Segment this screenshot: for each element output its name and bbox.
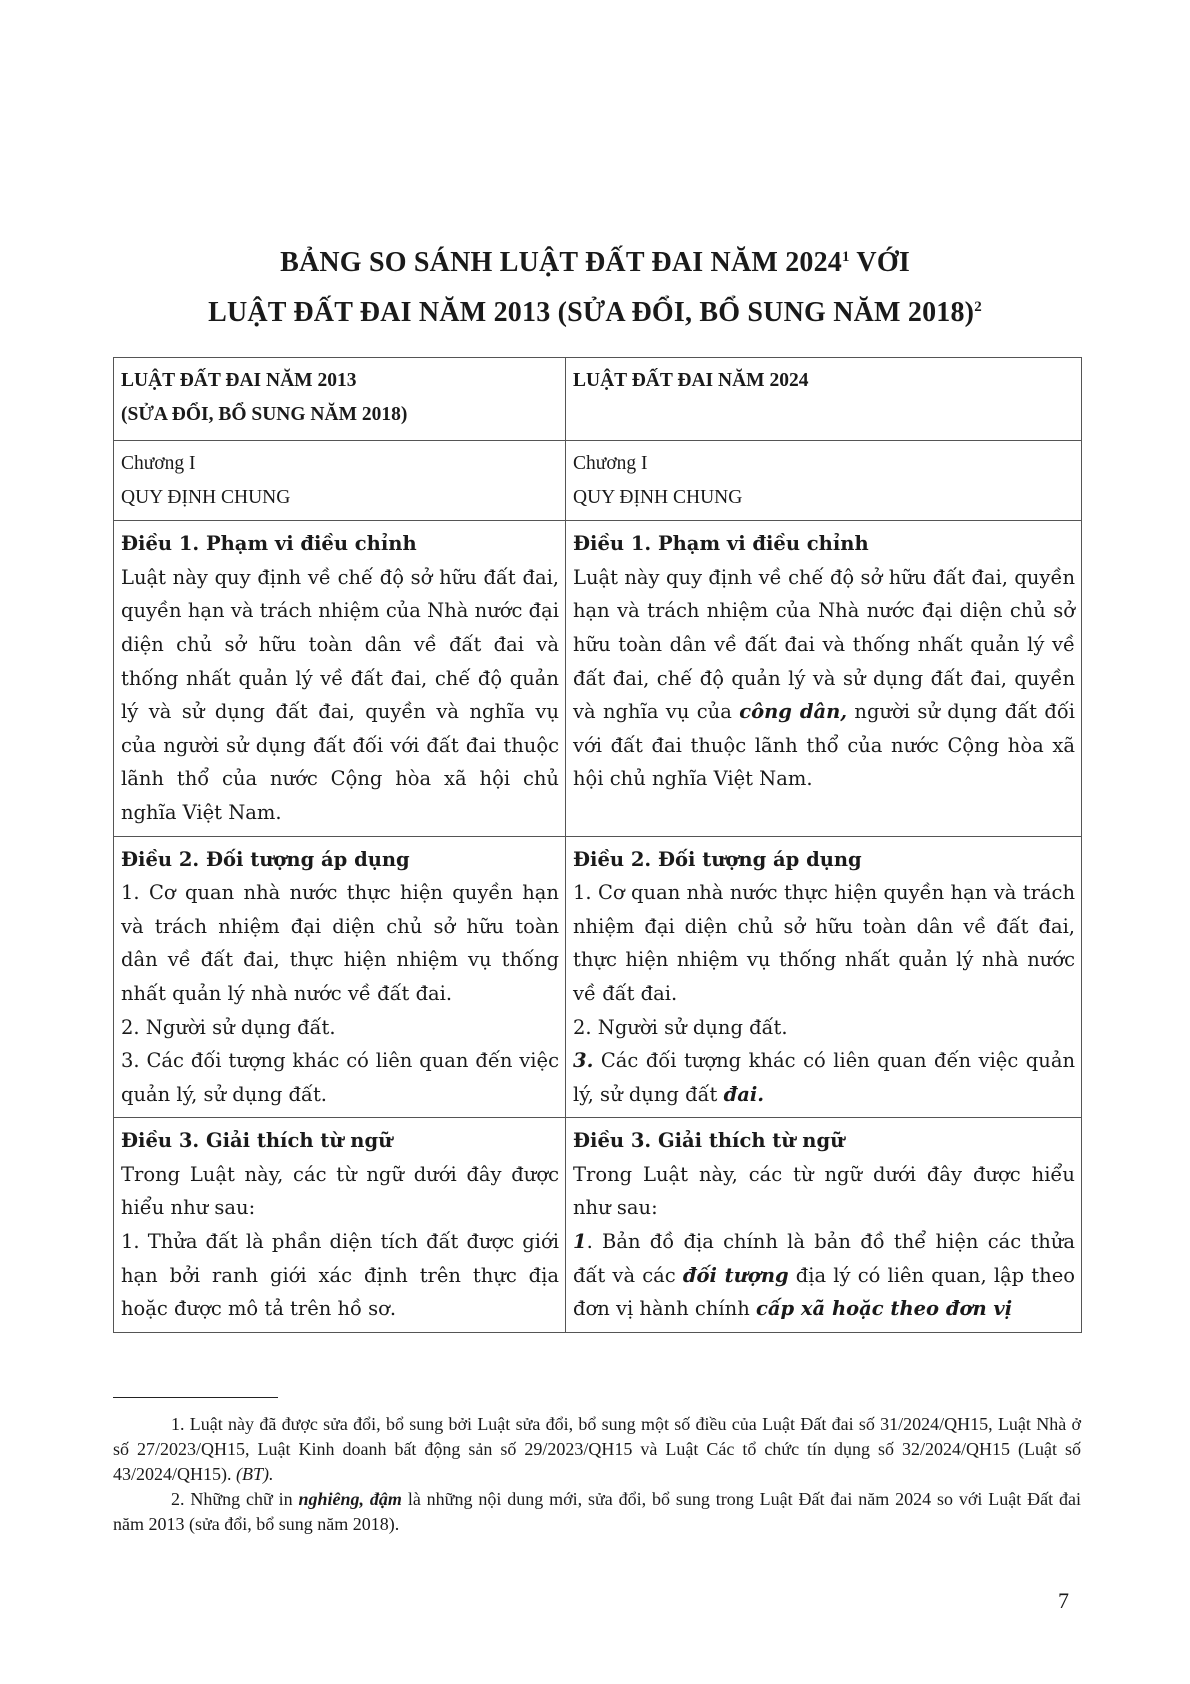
article-item: 2. Người sử dụng đất. <box>573 1015 788 1039</box>
chapter-cell-2024: Chương I QUY ĐỊNH CHUNG <box>566 441 1082 521</box>
article-1-2024 <box>566 521 1082 836</box>
article-text: Luật này quy định về chế độ sở hữu đất đai, quyền hạn và trách nhiệm của Nhà nước đại diện chủ sở hữu toàn dân về đất đai và thống nhất quản lý về đất đai, chế độ quản lý và sử dụng đất đai, quyền và nghĩa vụ của công dân, người sử dụng đất đối với đất đai thuộc lãnh thổ của nước Cộng hòa xã hội chủ nghĩa Việt Nam. <box>573 565 1075 791</box>
article-item: 1. Cơ quan nhà nước thực hiện quyền hạn và trách nhiệm đại diện chủ sở hữu toàn dân về đất đai, thực hiện nhiệm vụ thống nhất quản lý nhà nước về đất đai. <box>573 881 1075 1005</box>
article-3-2013 <box>114 1118 566 1333</box>
article-title: Điều 1. Phạm vi điều chỉnh <box>121 532 417 556</box>
title-line-2: LUẬT ĐẤT ĐAI NĂM 2013 (SỬA ĐỔI, BỔ SUNG NĂM 2018)$^2$ <box>208 297 982 328</box>
article-title: Điều 3. Giải thích từ ngữ <box>573 1129 845 1153</box>
amended-text: đai. <box>723 1082 765 1106</box>
article-text: Luật này quy định về chế độ sở hữu đất đai, quyền hạn và trách nhiệm của Nhà nước đại diện chủ sở hữu toàn dân về đất đai và thống nhất quản lý về đất đai, chế độ quản lý và sử dụng đất đai, quyền và nghĩa vụ của người sử dụng đất đối với đất đai thuộc lãnh thổ của nước Cộng hòa xã hội chủ nghĩa Việt Nam. <box>121 565 559 824</box>
article-item: 1. Bản đồ địa chính là bản đồ thể hiện các thửa đất và các đối tượng địa lý có liên quan, lập theo đơn vị hành chính cấp xã hoặc theo đơn vị <box>573 1230 1075 1321</box>
table-row <box>114 521 1082 836</box>
footnote-ref-1: 1 <box>842 249 850 265</box>
table-row <box>114 836 1082 1118</box>
article-item: 1. Cơ quan nhà nước thực hiện quyền hạn và trách nhiệm đại diện chủ sở hữu toàn dân về đất đai, thực hiện nhiệm vụ thống nhất quản lý nhà nước về đất đai. <box>121 881 559 1005</box>
amended-text: 3. <box>573 1049 594 1073</box>
footnote-1: 1. Luật này đã được sửa đổi, bổ sung bởi Luật sửa đổi, bổ sung một số điều của Luật Đất đai số 31/2024/QH15, Luật Nhà ở số 27/2023/QH15, Luật Kinh doanh bất động sản số 29/2023/QH15 và Luật Các tổ chức tín dụng số 32/2024/QH15 (Luật số 43/2024/QH15). (BT). <box>113 1414 1081 1484</box>
article-item: 3. Các đối tượng khác có liên quan đến việc quản lý, sử dụng đất. <box>121 1049 559 1106</box>
footnotes <box>113 1412 1081 1537</box>
document-title <box>0 238 1190 338</box>
footnote-ref-2: 2 <box>974 299 982 315</box>
article-title: Điều 2. Đối tượng áp dụng <box>573 847 862 871</box>
article-item: 2. Người sử dụng đất. <box>121 1015 336 1039</box>
chapter-row <box>114 441 1082 521</box>
comparison-table <box>113 357 1082 1333</box>
table-row <box>114 1118 1082 1333</box>
article-title: Điều 2. Đối tượng áp dụng <box>121 847 410 871</box>
article-intro: Trong Luật này, các từ ngữ dưới đây được hiểu như sau: <box>573 1162 1075 1220</box>
article-1-2013 <box>114 521 566 836</box>
article-title: Điều 3. Giải thích từ ngữ <box>121 1129 393 1153</box>
amended-text: 1 <box>573 1230 587 1254</box>
footnote-2: 2. Những chữ in nghiêng, đậm là những nội dung mới, sửa đổi, bổ sung trong Luật Đất đai năm 2024 so với Luật Đất đai năm 2013 (sửa đổi, bổ sung năm 2018). <box>113 1489 1081 1534</box>
article-2-2024 <box>566 836 1082 1118</box>
header-law-2013: LUẬT ĐẤT ĐAI NĂM 2013 (SỬA ĐỔI, BỔ SUNG NĂM 2018) <box>114 358 566 441</box>
article-2-2013 <box>114 836 566 1118</box>
table-header-row <box>114 358 1082 441</box>
article-item: 3. Các đối tượng khác có liên quan đến việc quản lý, sử dụng đất đai. <box>573 1049 1075 1106</box>
article-3-2024 <box>566 1118 1082 1333</box>
header-law-2024: LUẬT ĐẤT ĐAI NĂM 2024 <box>566 358 1082 441</box>
amended-text: công dân, <box>739 700 848 724</box>
title-line-1: BẢNG SO SÁNH LUẬT ĐẤT ĐAI NĂM 2024$^1$ VỚI <box>280 247 910 278</box>
article-item: 1. Thửa đất là phần diện tích đất được giới hạn bởi ranh giới xác định trên thực địa hoặc được mô tả trên hồ sơ. <box>121 1230 559 1321</box>
page-number: 7 <box>1058 1588 1069 1613</box>
article-intro: Trong Luật này, các từ ngữ dưới đây được hiểu như sau: <box>121 1162 559 1220</box>
amended-text: cấp xã hoặc theo đơn vị <box>755 1297 1013 1321</box>
amended-text: đối tượng <box>682 1263 789 1287</box>
footnote-separator <box>113 1397 278 1398</box>
chapter-cell-2013: Chương I QUY ĐỊNH CHUNG <box>114 441 566 521</box>
article-title: Điều 1. Phạm vi điều chỉnh <box>573 532 869 556</box>
